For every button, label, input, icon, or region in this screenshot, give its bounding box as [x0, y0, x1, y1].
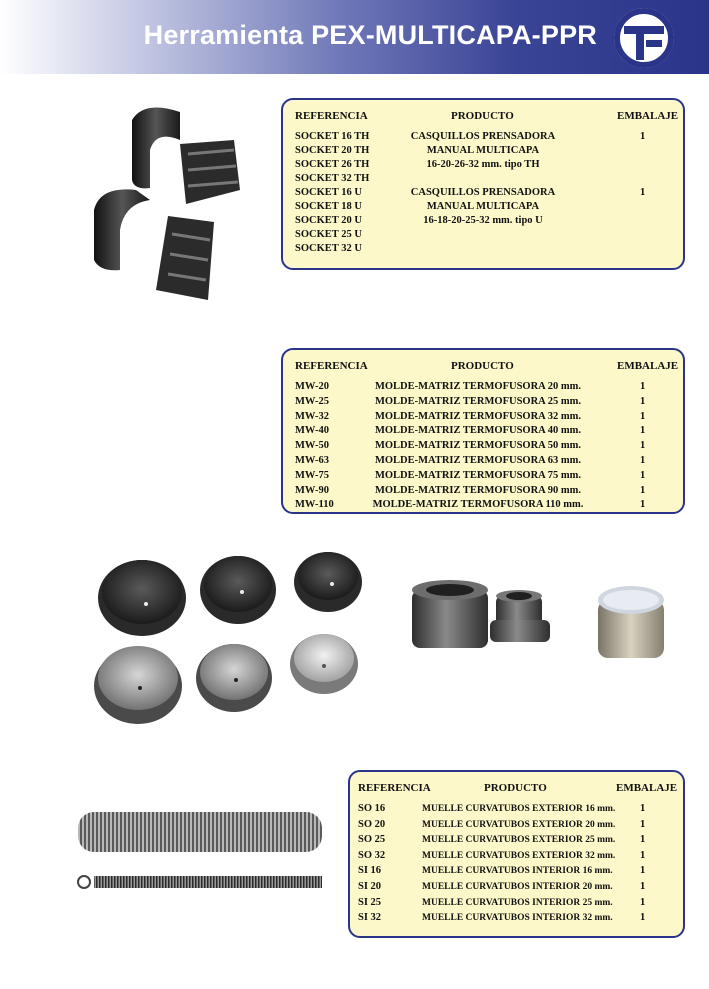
pack-cell: 1 — [640, 912, 646, 924]
prod-cell: MUELLE CURVATUBOS INTERIOR 20 mm. — [422, 882, 613, 892]
ref-cell: MW-110 — [295, 499, 334, 511]
ref-cell: SOCKET 26 TH — [295, 159, 370, 170]
pack-cell: 1 — [640, 865, 646, 877]
product-line: 16-20-26-32 mm. tipo TH — [426, 159, 540, 170]
ref-cell: SI 20 — [358, 881, 382, 892]
ref-cell: SO 32 — [358, 849, 386, 861]
ref-cell: MW-25 — [295, 395, 330, 407]
product-line: MANUAL MULTICAPA — [426, 201, 540, 212]
pack-cell: 1 — [640, 818, 646, 830]
springs-table — [348, 770, 685, 938]
pack-cell: 1 — [640, 455, 646, 466]
pack-cell: 1 — [640, 881, 646, 892]
ref-cell: SOCKET 20 U — [295, 215, 362, 226]
ref-cell: SOCKET 32 TH — [295, 173, 370, 184]
ref-cell: SI 32 — [358, 912, 382, 924]
pack-cell: 1 — [640, 834, 646, 846]
prod-cell: MOLDE-MATRIZ TERMOFUSORA 63 mm. — [374, 455, 582, 466]
prod-cell: MOLDE-MATRIZ TERMOFUSORA 90 mm. — [374, 484, 582, 496]
prod-cell: MOLDE-MATRIZ TERMOFUSORA 75 mm. — [374, 469, 582, 481]
ref-cell: SI 16 — [358, 865, 382, 877]
ref-cell: MW-50 — [295, 440, 330, 452]
prod-cell: MUELLE CURVATUBOS EXTERIOR 32 mm. — [422, 850, 616, 861]
pack-cell: 1 — [640, 381, 646, 392]
ref-cell: MW-40 — [295, 425, 330, 437]
prod-cell: MUELLE CURVATUBOS INTERIOR 16 mm. — [422, 866, 613, 877]
ref-cell: SOCKET 16 U — [295, 187, 362, 198]
pack-cell: 1 — [640, 849, 646, 861]
prod-cell: MOLDE-MATRIZ TERMOFUSORA 110 mm. — [372, 499, 584, 511]
pack-cell: 1 — [640, 469, 646, 481]
ref-cell: MW-63 — [295, 455, 330, 466]
col-header-ref: REFERENCIA — [358, 782, 431, 794]
col-header-ref: REFERENCIA — [295, 360, 368, 372]
sockets-table — [281, 98, 685, 270]
press-sockets-photo — [84, 100, 260, 310]
col-header-pack: EMBALAJE — [616, 782, 678, 794]
ref-cell: SOCKET 20 TH — [295, 145, 370, 156]
prod-cell: MOLDE-MATRIZ TERMOFUSORA 25 mm. — [374, 395, 582, 407]
prod-cell: MUELLE CURVATUBOS INTERIOR 25 mm. — [422, 897, 613, 908]
ref-cell: SO 25 — [358, 834, 386, 846]
pack-cell: 1 — [640, 131, 646, 142]
prod-cell: MOLDE-MATRIZ TERMOFUSORA 20 mm. — [374, 381, 582, 392]
ref-cell: MW-20 — [295, 381, 330, 392]
prod-cell: MUELLE CURVATUBOS EXTERIOR 25 mm. — [422, 835, 616, 846]
prod-cell: MUELLE CURVATUBOS EXTERIOR 16 mm. — [422, 804, 616, 814]
ref-cell: MW-90 — [295, 484, 330, 496]
pack-cell: 1 — [640, 499, 646, 511]
ref-cell: SO 20 — [358, 818, 386, 830]
col-header-ref: REFERENCIA — [295, 110, 368, 122]
ref-cell: MW-32 — [295, 410, 330, 422]
col-header-prod: PRODUCTO — [451, 360, 514, 372]
pack-cell: 1 — [640, 896, 646, 908]
pack-cell: 1 — [640, 425, 646, 437]
product-line: CASQUILLOS PRENSADORA — [410, 187, 556, 198]
pack-cell: 1 — [640, 484, 646, 496]
bending-springs-photo — [72, 806, 328, 894]
brand-logo-icon — [612, 6, 676, 70]
ref-cell: SI 25 — [358, 896, 382, 908]
col-header-pack: EMBALAJE — [617, 110, 679, 122]
product-line: MANUAL MULTICAPA — [426, 145, 540, 156]
ref-cell: SOCKET 16 TH — [295, 131, 370, 142]
prod-cell: MUELLE CURVATUBOS INTERIOR 32 mm. — [422, 913, 613, 924]
pack-cell: 1 — [640, 395, 646, 407]
fitting-die-photo — [408, 576, 554, 652]
prod-cell: MOLDE-MATRIZ TERMOFUSORA 32 mm. — [374, 410, 582, 422]
ref-cell: SO 16 — [358, 803, 386, 814]
die-cups-photo — [94, 546, 366, 736]
pack-cell: 1 — [640, 440, 646, 452]
ref-cell: SOCKET 18 U — [295, 201, 362, 212]
prod-cell: MUELLE CURVATUBOS EXTERIOR 20 mm. — [422, 819, 616, 830]
prod-cell: MOLDE-MATRIZ TERMOFUSORA 40 mm. — [374, 425, 582, 437]
col-header-prod: PRODUCTO — [451, 110, 514, 122]
plug-die-photo — [592, 582, 670, 664]
ref-cell: SOCKET 25 U — [295, 229, 362, 240]
ref-cell: MW-75 — [295, 469, 330, 481]
prod-cell: MOLDE-MATRIZ TERMOFUSORA 50 mm. — [374, 440, 582, 452]
ref-cell: SOCKET 32 U — [295, 243, 362, 254]
pack-cell: 1 — [640, 803, 646, 814]
col-header-pack: EMBALAJE — [617, 360, 679, 372]
product-line: 16-18-20-25-32 mm. tipo U — [423, 215, 543, 226]
pack-cell: 1 — [640, 187, 646, 198]
page-title: Herramienta PEX-MULTICAPA-PPR — [143, 20, 597, 50]
dies-table — [281, 348, 685, 514]
product-line: CASQUILLOS PRENSADORA — [410, 131, 556, 142]
pack-cell: 1 — [640, 410, 646, 422]
header-banner — [0, 0, 709, 74]
col-header-prod: PRODUCTO — [484, 782, 547, 794]
